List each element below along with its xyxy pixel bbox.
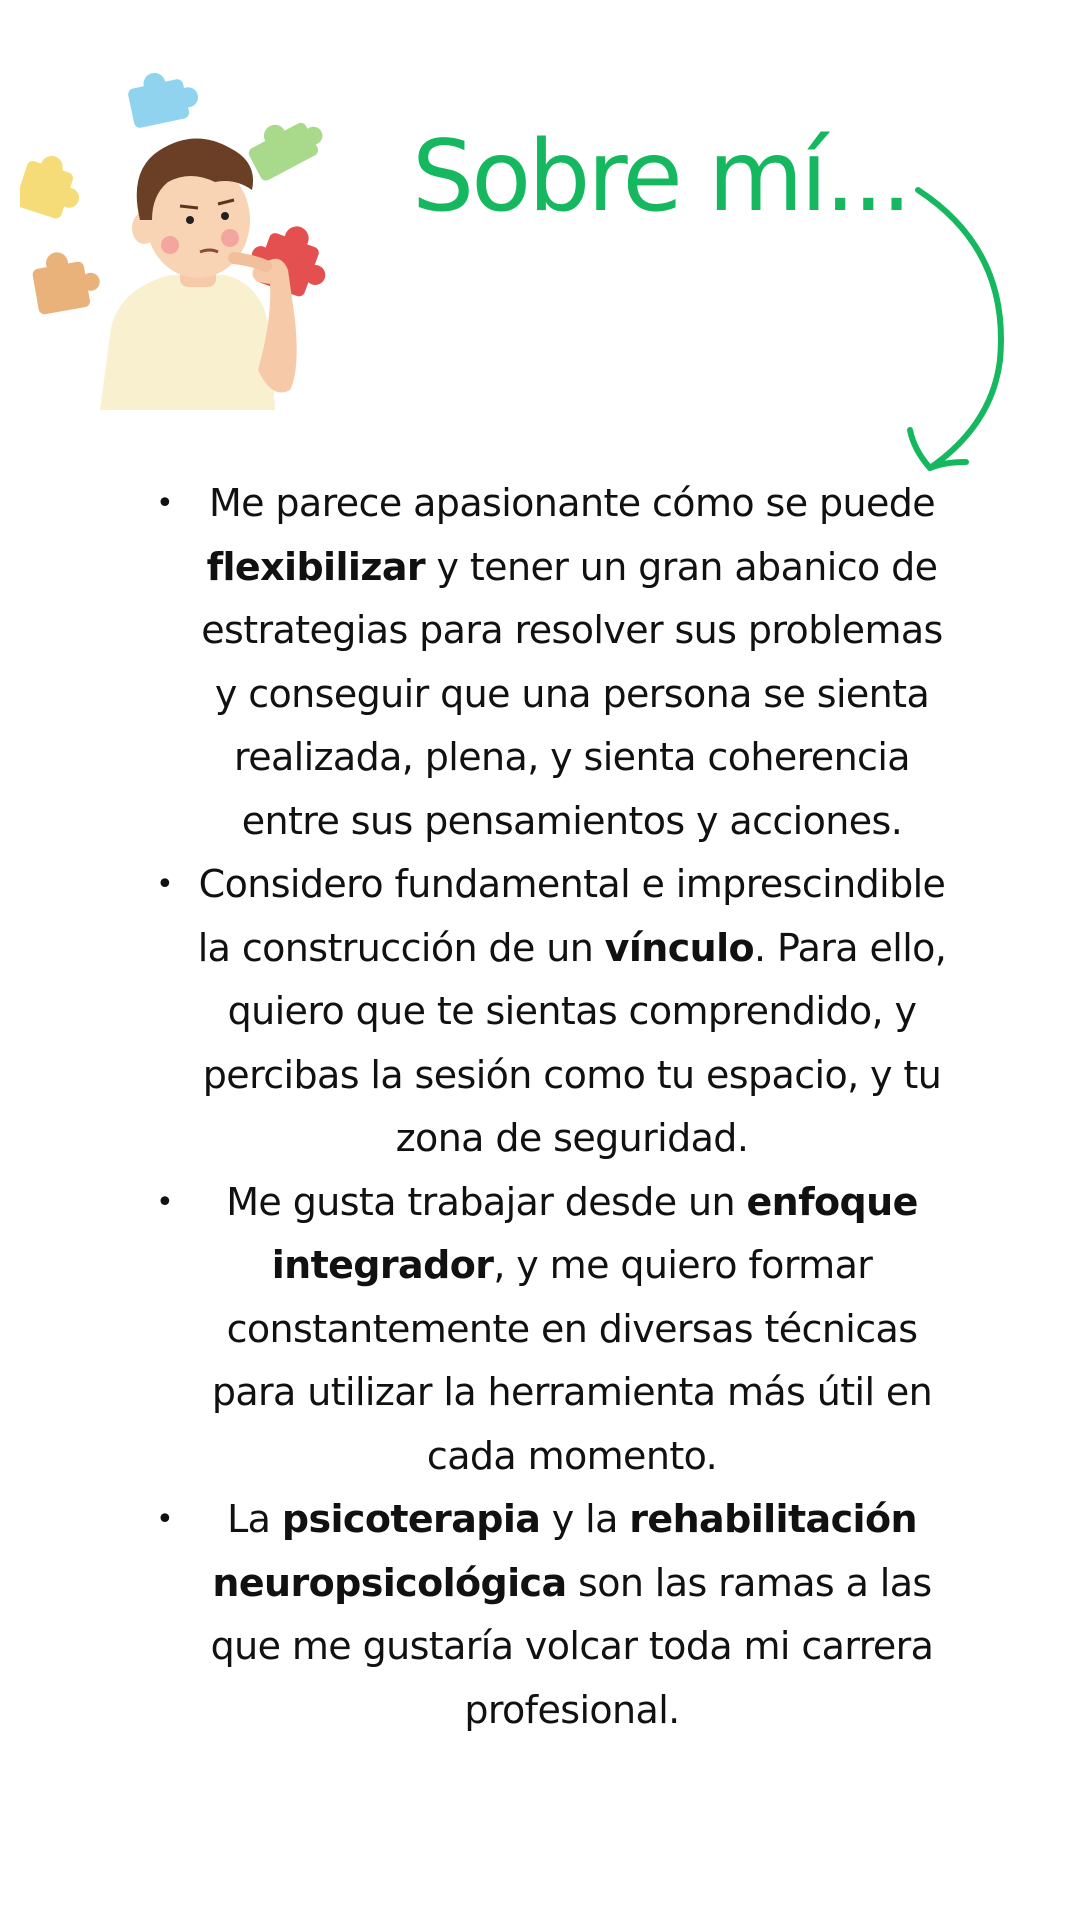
about-me-list [150, 472, 950, 1742]
item-text: y tener un gran abanico de estrategias para resolver sus problemas y conseguir que una persona se sienta realizada, plena, y sienta coherencia entre sus pensamientos y acciones. [201, 544, 943, 843]
puzzle-piece-yellow-icon [20, 149, 89, 224]
page-title: Sobre mí... [412, 120, 910, 234]
bullet-point-icon: • [156, 1184, 174, 1220]
list-item [150, 1171, 950, 1489]
item-emphasis: enfoque integrador [271, 1179, 918, 1287]
bullet-point-icon: • [156, 1502, 174, 1537]
item-emphasis: psicoterapia [281, 1497, 541, 1541]
list-item [150, 853, 950, 1171]
item-emphasis: rehabilitación neuropsicológica [212, 1497, 917, 1605]
puzzle-piece-orange-icon [29, 246, 103, 315]
item-emphasis: vínculo [604, 925, 755, 970]
bullet-point-icon: • [156, 867, 174, 902]
list-item [150, 1488, 950, 1742]
item-text: y la [540, 1497, 630, 1541]
puzzle-piece-green-icon [242, 106, 330, 183]
thinking-person-illustration [20, 70, 360, 410]
item-text: . Para ello, quiero que te sientas comprendido, y percibas la sesión como tu espacio, y tu zona de seguridad. [202, 925, 947, 1160]
puzzle-piece-blue-icon [125, 70, 202, 129]
bullet-point-icon: • [156, 486, 174, 521]
item-text: La [227, 1497, 282, 1541]
list-item [150, 472, 950, 853]
item-text: Me parece apasionante cómo se puede [208, 481, 936, 525]
item-emphasis: flexibilizar [206, 544, 426, 589]
item-text: , y me quiero formar constantemente en diversas técnicas para utilizar la herramienta más útil en cada momento. [211, 1243, 933, 1478]
item-text: Considero fundamental e imprescindible la construcción de un [197, 862, 946, 970]
curved-arrow-icon [900, 180, 1020, 480]
item-text: Me gusta trabajar desde un [226, 1179, 747, 1224]
item-text: son las ramas a las que me gustaría volcar toda mi carrera profesional. [210, 1560, 934, 1732]
